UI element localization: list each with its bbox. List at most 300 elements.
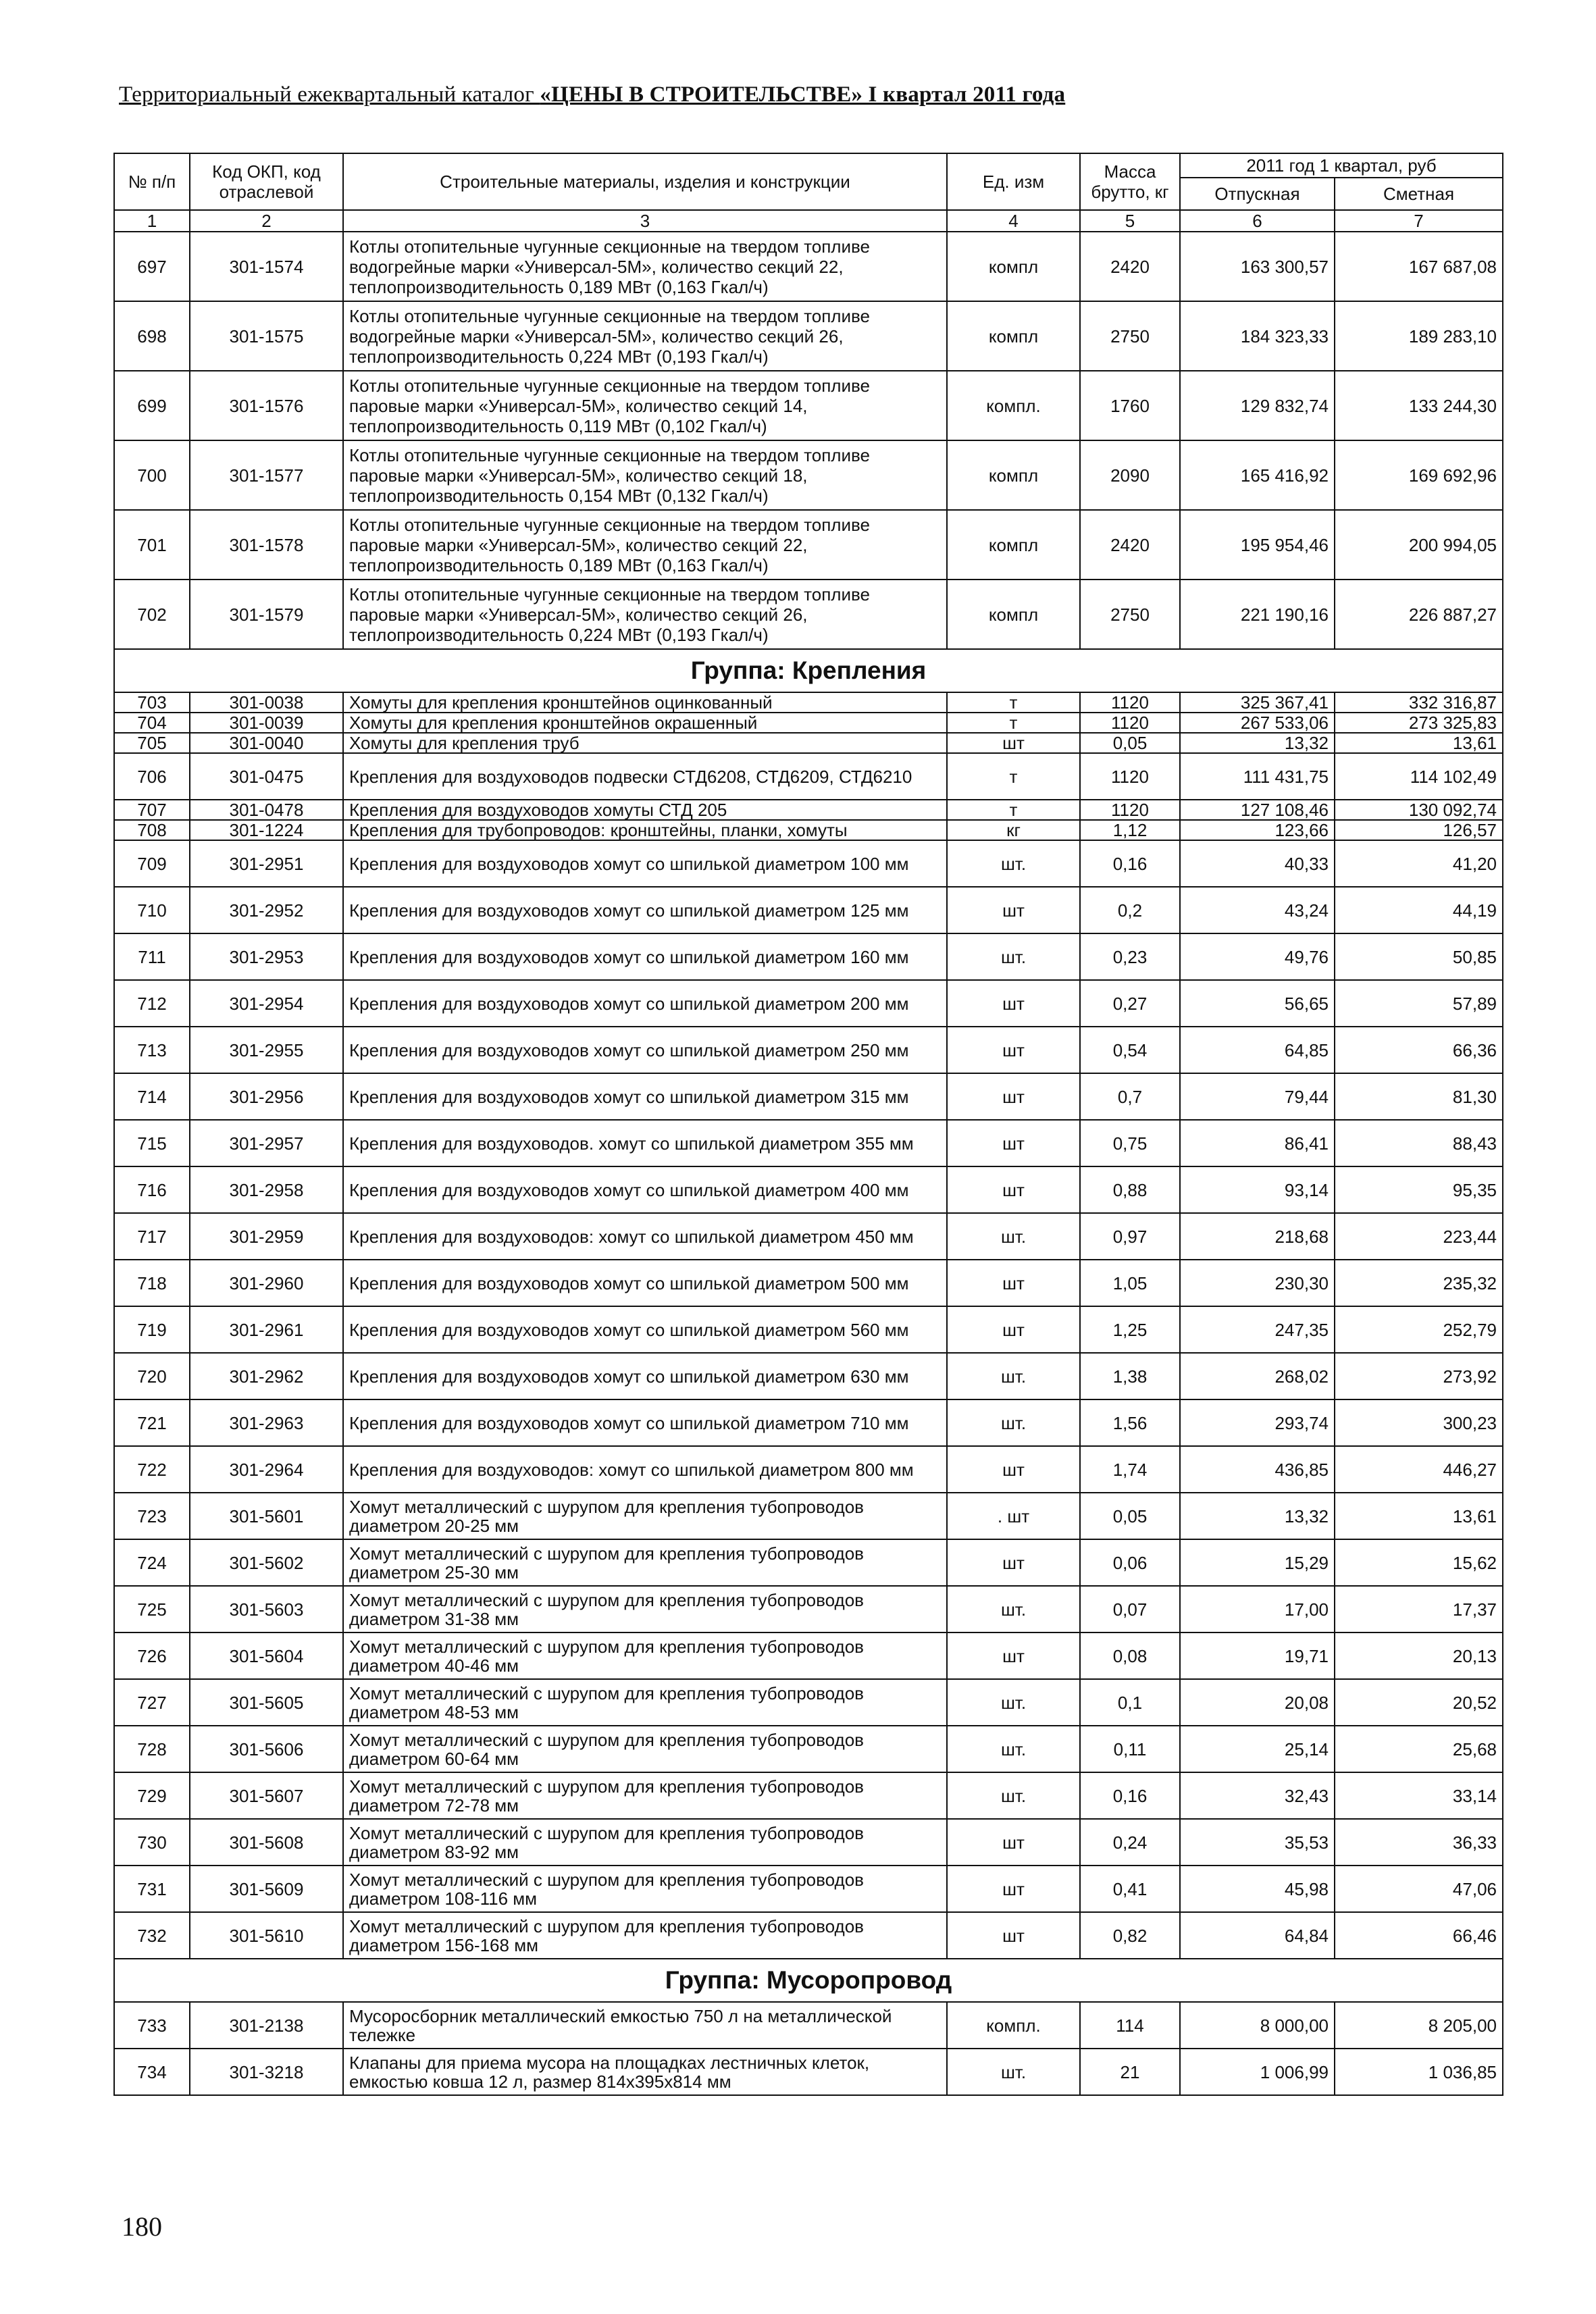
material-name: Крепления для воздуховодов хомуты СТД 205 [343, 800, 947, 820]
gross-mass: 1,25 [1080, 1306, 1180, 1353]
gross-mass: 0,1 [1080, 1679, 1180, 1726]
row-number: 715 [114, 1120, 190, 1166]
estimate-price: 273 325,83 [1335, 713, 1503, 733]
material-name: Хомут металлический с шурупом для крепления тубопроводов диаметром 60-64 мм [343, 1726, 947, 1772]
release-price: 129 832,74 [1180, 371, 1335, 440]
estimate-price: 25,68 [1335, 1726, 1503, 1772]
material-name: Крепления для воздуховодов хомут со шпилькой диаметром 630 мм [343, 1353, 947, 1399]
release-price: 293,74 [1180, 1399, 1335, 1446]
estimate-price: 252,79 [1335, 1306, 1503, 1353]
group-row [114, 1959, 1503, 2002]
unit: шт. [947, 1726, 1080, 1772]
okp-code: 301-2963 [190, 1399, 343, 1446]
estimate-price: 13,61 [1335, 1493, 1503, 1539]
unit: . шт [947, 1493, 1080, 1539]
material-name: Котлы отопительные чугунные секционные на твердом топливе паровые марки «Универсал-5М», количество секций 18, теплопроизводительность 0,154 МВт (0,132 Гкал/ч) [343, 440, 947, 510]
material-name: Крепления для воздуховодов хомут со шпилькой диаметром 560 мм [343, 1306, 947, 1353]
column-index: 1 [114, 210, 190, 232]
row-number: 722 [114, 1446, 190, 1493]
okp-code: 301-1579 [190, 580, 343, 649]
unit: компл [947, 232, 1080, 301]
okp-code: 301-0039 [190, 713, 343, 733]
material-name: Крепления для воздуховодов хомут со шпилькой диаметром 160 мм [343, 933, 947, 980]
unit: компл. [947, 371, 1080, 440]
estimate-price: 300,23 [1335, 1399, 1503, 1446]
estimate-price: 200 994,05 [1335, 510, 1503, 580]
release-price: 19,71 [1180, 1632, 1335, 1679]
unit: компл [947, 510, 1080, 580]
estimate-price: 114 102,49 [1335, 753, 1503, 800]
release-price: 20,08 [1180, 1679, 1335, 1726]
okp-code: 301-2960 [190, 1260, 343, 1306]
estimate-price: 235,32 [1335, 1260, 1503, 1306]
table-row [114, 753, 1503, 800]
table-row [114, 1726, 1503, 1772]
unit: т [947, 800, 1080, 820]
release-price: 8 000,00 [1180, 2002, 1335, 2049]
material-name: Хомут металлический с шурупом для крепления тубопроводов диаметром 40-46 мм [343, 1632, 947, 1679]
table-row [114, 1213, 1503, 1260]
release-price: 127 108,46 [1180, 800, 1335, 820]
group-fasteners [114, 649, 1503, 692]
unit: шт [947, 1632, 1080, 1679]
material-name: Хомут металлический с шурупом для крепления тубопроводов диаметром 72-78 мм [343, 1772, 947, 1819]
table-row [114, 733, 1503, 753]
okp-code: 301-3218 [190, 2049, 343, 2095]
release-price: 267 533,06 [1180, 713, 1335, 733]
gross-mass: 1760 [1080, 371, 1180, 440]
release-price: 230,30 [1180, 1260, 1335, 1306]
group-title: Группа: Мусоропровод [114, 1959, 1503, 2002]
material-name: Хомут металлический с шурупом для крепления тубопроводов диаметром 25-30 мм [343, 1539, 947, 1586]
okp-code: 301-2958 [190, 1166, 343, 1213]
okp-code: 301-5602 [190, 1539, 343, 1586]
gross-mass: 0,88 [1080, 1166, 1180, 1213]
release-price: 13,32 [1180, 733, 1335, 753]
material-name: Котлы отопительные чугунные секционные на твердом топливе водогрейные марки «Универсал-5М», количество секций 22, теплопроизводительность 0,189 МВт (0,163 Гкал/ч) [343, 232, 947, 301]
unit: шт. [947, 840, 1080, 887]
estimate-price: 66,46 [1335, 1912, 1503, 1959]
material-name: Хомут металлический с шурупом для крепления тубопроводов диаметром 20-25 мм [343, 1493, 947, 1539]
table-row [114, 1772, 1503, 1819]
okp-code: 301-0475 [190, 753, 343, 800]
col-unit-header: Ед. изм [947, 153, 1080, 210]
rows-boilers [114, 232, 1503, 649]
release-price: 49,76 [1180, 933, 1335, 980]
table-row [114, 980, 1503, 1027]
gross-mass: 0,05 [1080, 1493, 1180, 1539]
unit: шт [947, 887, 1080, 933]
okp-code: 301-5603 [190, 1586, 343, 1632]
okp-code: 301-2957 [190, 1120, 343, 1166]
unit: шт [947, 1166, 1080, 1213]
material-name: Крепления для воздуховодов: хомут со шпилькой диаметром 450 мм [343, 1213, 947, 1260]
table-row [114, 301, 1503, 371]
material-name: Крепления для воздуховодов хомут со шпилькой диаметром 500 мм [343, 1260, 947, 1306]
table-row [114, 1446, 1503, 1493]
gross-mass: 1120 [1080, 753, 1180, 800]
group-title: Группа: Крепления [114, 649, 1503, 692]
price-table [113, 153, 1503, 2096]
row-number: 704 [114, 713, 190, 733]
gross-mass: 0,23 [1080, 933, 1180, 980]
unit: компл [947, 580, 1080, 649]
col-materials-header: Строительные материалы, изделия и конструкции [343, 153, 947, 210]
table-row [114, 1073, 1503, 1120]
column-index: 4 [947, 210, 1080, 232]
unit: кг [947, 820, 1080, 840]
page-number: 180 [122, 2211, 162, 2242]
unit: шт [947, 1027, 1080, 1073]
okp-code: 301-2953 [190, 933, 343, 980]
row-number: 734 [114, 2049, 190, 2095]
gross-mass: 1,12 [1080, 820, 1180, 840]
gross-mass: 0,24 [1080, 1819, 1180, 1866]
row-number: 707 [114, 800, 190, 820]
estimate-price: 20,13 [1335, 1632, 1503, 1679]
estimate-price: 33,14 [1335, 1772, 1503, 1819]
unit: шт [947, 1120, 1080, 1166]
material-name: Хомут металлический с шурупом для крепления тубопроводов диаметром 48-53 мм [343, 1679, 947, 1726]
table-row [114, 440, 1503, 510]
unit: т [947, 713, 1080, 733]
gross-mass: 0,97 [1080, 1213, 1180, 1260]
release-price: 325 367,41 [1180, 692, 1335, 713]
table-row [114, 1912, 1503, 1959]
gross-mass: 1,05 [1080, 1260, 1180, 1306]
table-row [114, 2049, 1503, 2095]
estimate-price: 273,92 [1335, 1353, 1503, 1399]
rows-fasteners [114, 692, 1503, 1959]
estimate-price: 66,36 [1335, 1027, 1503, 1073]
unit: шт [947, 1539, 1080, 1586]
material-name: Клапаны для приема мусора на площадках лестничных клеток, емкостью ковша 12 л, размер 814х395х814 мм [343, 2049, 947, 2095]
table-row [114, 1399, 1503, 1446]
group-garbage-chute [114, 1959, 1503, 2002]
material-name: Крепления для воздуховодов хомут со шпилькой диаметром 710 мм [343, 1399, 947, 1446]
gross-mass: 1120 [1080, 713, 1180, 733]
table-row [114, 1353, 1503, 1399]
table-row [114, 2002, 1503, 2049]
row-number: 711 [114, 933, 190, 980]
okp-code: 301-5610 [190, 1912, 343, 1959]
estimate-price: 13,61 [1335, 733, 1503, 753]
column-index-row [114, 210, 1503, 232]
table-row [114, 933, 1503, 980]
release-price: 436,85 [1180, 1446, 1335, 1493]
gross-mass: 0,7 [1080, 1073, 1180, 1120]
okp-code: 301-0038 [190, 692, 343, 713]
row-number: 733 [114, 2002, 190, 2049]
table-row [114, 1539, 1503, 1586]
okp-code: 301-1577 [190, 440, 343, 510]
release-price: 86,41 [1180, 1120, 1335, 1166]
release-price: 184 323,33 [1180, 301, 1335, 371]
gross-mass: 0,07 [1080, 1586, 1180, 1632]
material-name: Котлы отопительные чугунные секционные на твердом топливе водогрейные марки «Универсал-5М», количество секций 26, теплопроизводительность 0,224 МВт (0,193 Гкал/ч) [343, 301, 947, 371]
row-number: 697 [114, 232, 190, 301]
okp-code: 301-2956 [190, 1073, 343, 1120]
release-price: 247,35 [1180, 1306, 1335, 1353]
estimate-price: 17,37 [1335, 1586, 1503, 1632]
gross-mass: 0,27 [1080, 980, 1180, 1027]
okp-code: 301-0478 [190, 800, 343, 820]
table-row [114, 800, 1503, 820]
material-name: Крепления для воздуховодов хомут со шпилькой диаметром 100 мм [343, 840, 947, 887]
gross-mass: 0,06 [1080, 1539, 1180, 1586]
release-price: 15,29 [1180, 1539, 1335, 1586]
unit: шт [947, 1306, 1080, 1353]
row-number: 719 [114, 1306, 190, 1353]
estimate-price: 57,89 [1335, 980, 1503, 1027]
estimate-price: 50,85 [1335, 933, 1503, 980]
release-price: 1 006,99 [1180, 2049, 1335, 2095]
row-number: 701 [114, 510, 190, 580]
release-price: 45,98 [1180, 1866, 1335, 1912]
estimate-price: 88,43 [1335, 1120, 1503, 1166]
release-price: 32,43 [1180, 1772, 1335, 1819]
col-release-header: Отпускная [1180, 178, 1335, 210]
okp-code: 301-0040 [190, 733, 343, 753]
row-number: 727 [114, 1679, 190, 1726]
material-name: Крепления для воздуховодов: хомут со шпилькой диаметром 800 мм [343, 1446, 947, 1493]
material-name: Хомут металлический с шурупом для крепления тубопроводов диаметром 83-92 мм [343, 1819, 947, 1866]
table-row [114, 1166, 1503, 1213]
table-row [114, 580, 1503, 649]
unit: компл. [947, 2002, 1080, 2049]
okp-code: 301-2951 [190, 840, 343, 887]
material-name: Крепления для воздуховодов хомут со шпилькой диаметром 400 мм [343, 1166, 947, 1213]
row-number: 710 [114, 887, 190, 933]
release-price: 25,14 [1180, 1726, 1335, 1772]
gross-mass: 1120 [1080, 692, 1180, 713]
estimate-price: 167 687,08 [1335, 232, 1503, 301]
row-number: 705 [114, 733, 190, 753]
estimate-price: 81,30 [1335, 1073, 1503, 1120]
material-name: Котлы отопительные чугунные секционные на твердом топливе паровые марки «Универсал-5М», количество секций 26, теплопроизводительность 0,224 МВт (0,193 Гкал/ч) [343, 580, 947, 649]
gross-mass: 2750 [1080, 580, 1180, 649]
unit: шт. [947, 1213, 1080, 1260]
okp-code: 301-5608 [190, 1819, 343, 1866]
row-number: 729 [114, 1772, 190, 1819]
row-number: 728 [114, 1726, 190, 1772]
release-price: 111 431,75 [1180, 753, 1335, 800]
gross-mass: 1,74 [1080, 1446, 1180, 1493]
gross-mass: 0,54 [1080, 1027, 1180, 1073]
table-row [114, 510, 1503, 580]
release-price: 195 954,46 [1180, 510, 1335, 580]
gross-mass: 2750 [1080, 301, 1180, 371]
table-row [114, 1493, 1503, 1539]
col-no-header: № п/п [114, 153, 190, 210]
row-number: 709 [114, 840, 190, 887]
okp-code: 301-1575 [190, 301, 343, 371]
unit: шт. [947, 2049, 1080, 2095]
header-bold: «ЦЕНЫ В СТРОИТЕЛЬСТВЕ» I квартал 2011 года [540, 82, 1066, 107]
okp-code: 301-5609 [190, 1866, 343, 1912]
table-row [114, 692, 1503, 713]
okp-code: 301-1574 [190, 232, 343, 301]
estimate-price: 133 244,30 [1335, 371, 1503, 440]
estimate-price: 95,35 [1335, 1166, 1503, 1213]
column-index: 3 [343, 210, 947, 232]
release-price: 79,44 [1180, 1073, 1335, 1120]
table-row [114, 1819, 1503, 1866]
okp-code: 301-2955 [190, 1027, 343, 1073]
material-name: Хомут металлический с шурупом для крепления тубопроводов диаметром 156-168 мм [343, 1912, 947, 1959]
table-row [114, 1679, 1503, 1726]
release-price: 268,02 [1180, 1353, 1335, 1399]
unit: шт [947, 1260, 1080, 1306]
material-name: Крепления для воздуховодов хомут со шпилькой диаметром 125 мм [343, 887, 947, 933]
column-index: 2 [190, 210, 343, 232]
unit: шт [947, 733, 1080, 753]
gross-mass: 1,38 [1080, 1353, 1180, 1399]
estimate-price: 1 036,85 [1335, 2049, 1503, 2095]
table-row [114, 840, 1503, 887]
unit: шт. [947, 1772, 1080, 1819]
header-row [114, 153, 1503, 178]
unit: компл [947, 301, 1080, 371]
material-name: Крепления для воздуховодов хомут со шпилькой диаметром 250 мм [343, 1027, 947, 1073]
estimate-price: 189 283,10 [1335, 301, 1503, 371]
row-number: 730 [114, 1819, 190, 1866]
estimate-price: 126,57 [1335, 820, 1503, 840]
gross-mass: 2420 [1080, 510, 1180, 580]
catalog-header [119, 82, 1065, 107]
gross-mass: 1,56 [1080, 1399, 1180, 1446]
gross-mass: 1120 [1080, 800, 1180, 820]
row-number: 725 [114, 1586, 190, 1632]
table-row [114, 371, 1503, 440]
estimate-price: 169 692,96 [1335, 440, 1503, 510]
unit: т [947, 692, 1080, 713]
estimate-price: 15,62 [1335, 1539, 1503, 1586]
table-row [114, 1586, 1503, 1632]
unit: т [947, 753, 1080, 800]
gross-mass: 0,11 [1080, 1726, 1180, 1772]
table-row [114, 887, 1503, 933]
col-code-header: Код ОКП, код отраслевой [190, 153, 343, 210]
table-row [114, 1260, 1503, 1306]
row-number: 708 [114, 820, 190, 840]
material-name: Крепления для воздуховодов. хомут со шпилькой диаметром 355 мм [343, 1120, 947, 1166]
okp-code: 301-5606 [190, 1726, 343, 1772]
row-number: 732 [114, 1912, 190, 1959]
unit: шт. [947, 1399, 1080, 1446]
unit: шт [947, 1073, 1080, 1120]
release-price: 221 190,16 [1180, 580, 1335, 649]
table-row [114, 232, 1503, 301]
unit: шт [947, 980, 1080, 1027]
release-price: 43,24 [1180, 887, 1335, 933]
estimate-price: 130 092,74 [1335, 800, 1503, 820]
estimate-price: 20,52 [1335, 1679, 1503, 1726]
unit: шт. [947, 1586, 1080, 1632]
header-prefix: Территориальный ежеквартальный каталог [119, 82, 540, 107]
estimate-price: 223,44 [1335, 1213, 1503, 1260]
release-price: 40,33 [1180, 840, 1335, 887]
material-name: Крепления для воздуховодов подвески СТД6208, СТД6209, СТД6210 [343, 753, 947, 800]
unit: шт. [947, 933, 1080, 980]
okp-code: 301-1578 [190, 510, 343, 580]
release-price: 64,84 [1180, 1912, 1335, 1959]
gross-mass: 0,05 [1080, 733, 1180, 753]
gross-mass: 2420 [1080, 232, 1180, 301]
table-row [114, 1027, 1503, 1073]
gross-mass: 0,08 [1080, 1632, 1180, 1679]
row-number: 714 [114, 1073, 190, 1120]
row-number: 716 [114, 1166, 190, 1213]
release-price: 123,66 [1180, 820, 1335, 840]
gross-mass: 0,2 [1080, 887, 1180, 933]
gross-mass: 0,41 [1080, 1866, 1180, 1912]
estimate-price: 226 887,27 [1335, 580, 1503, 649]
gross-mass: 0,16 [1080, 1772, 1180, 1819]
release-price: 17,00 [1180, 1586, 1335, 1632]
okp-code: 301-5607 [190, 1772, 343, 1819]
row-number: 700 [114, 440, 190, 510]
row-number: 712 [114, 980, 190, 1027]
estimate-price: 47,06 [1335, 1866, 1503, 1912]
estimate-price: 8 205,00 [1335, 2002, 1503, 2049]
unit: шт [947, 1866, 1080, 1912]
okp-code: 301-1224 [190, 820, 343, 840]
material-name: Хомуты для крепления кронштейнов окрашенный [343, 713, 947, 733]
gross-mass: 114 [1080, 2002, 1180, 2049]
column-index: 5 [1080, 210, 1180, 232]
release-price: 93,14 [1180, 1166, 1335, 1213]
release-price: 13,32 [1180, 1493, 1335, 1539]
unit: шт. [947, 1679, 1080, 1726]
okp-code: 301-1576 [190, 371, 343, 440]
material-name: Котлы отопительные чугунные секционные на твердом топливе паровые марки «Универсал-5М», количество секций 14, теплопроизводительность 0,119 МВт (0,102 Гкал/ч) [343, 371, 947, 440]
column-index: 7 [1335, 210, 1503, 232]
group-row [114, 649, 1503, 692]
okp-code: 301-5604 [190, 1632, 343, 1679]
release-price: 165 416,92 [1180, 440, 1335, 510]
estimate-price: 446,27 [1335, 1446, 1503, 1493]
estimate-price: 332 316,87 [1335, 692, 1503, 713]
gross-mass: 2090 [1080, 440, 1180, 510]
estimate-price: 44,19 [1335, 887, 1503, 933]
okp-code: 301-2961 [190, 1306, 343, 1353]
col-estimate-header: Сметная [1335, 178, 1503, 210]
release-price: 163 300,57 [1180, 232, 1335, 301]
unit: шт [947, 1446, 1080, 1493]
unit: шт. [947, 1353, 1080, 1399]
release-price: 56,65 [1180, 980, 1335, 1027]
gross-mass: 0,75 [1080, 1120, 1180, 1166]
material-name: Котлы отопительные чугунные секционные на твердом топливе паровые марки «Универсал-5М», количество секций 22, теплопроизводительность 0,189 МВт (0,163 Гкал/ч) [343, 510, 947, 580]
row-number: 723 [114, 1493, 190, 1539]
gross-mass: 0,16 [1080, 840, 1180, 887]
okp-code: 301-5605 [190, 1679, 343, 1726]
row-number: 724 [114, 1539, 190, 1586]
table-row [114, 1866, 1503, 1912]
table-row [114, 1306, 1503, 1353]
table-row [114, 820, 1503, 840]
row-number: 720 [114, 1353, 190, 1399]
col-mass-header: Масса брутто, кг [1080, 153, 1180, 210]
okp-code: 301-2959 [190, 1213, 343, 1260]
row-number: 702 [114, 580, 190, 649]
row-number: 721 [114, 1399, 190, 1446]
table-row [114, 713, 1503, 733]
gross-mass: 21 [1080, 2049, 1180, 2095]
row-number: 718 [114, 1260, 190, 1306]
row-number: 731 [114, 1866, 190, 1912]
